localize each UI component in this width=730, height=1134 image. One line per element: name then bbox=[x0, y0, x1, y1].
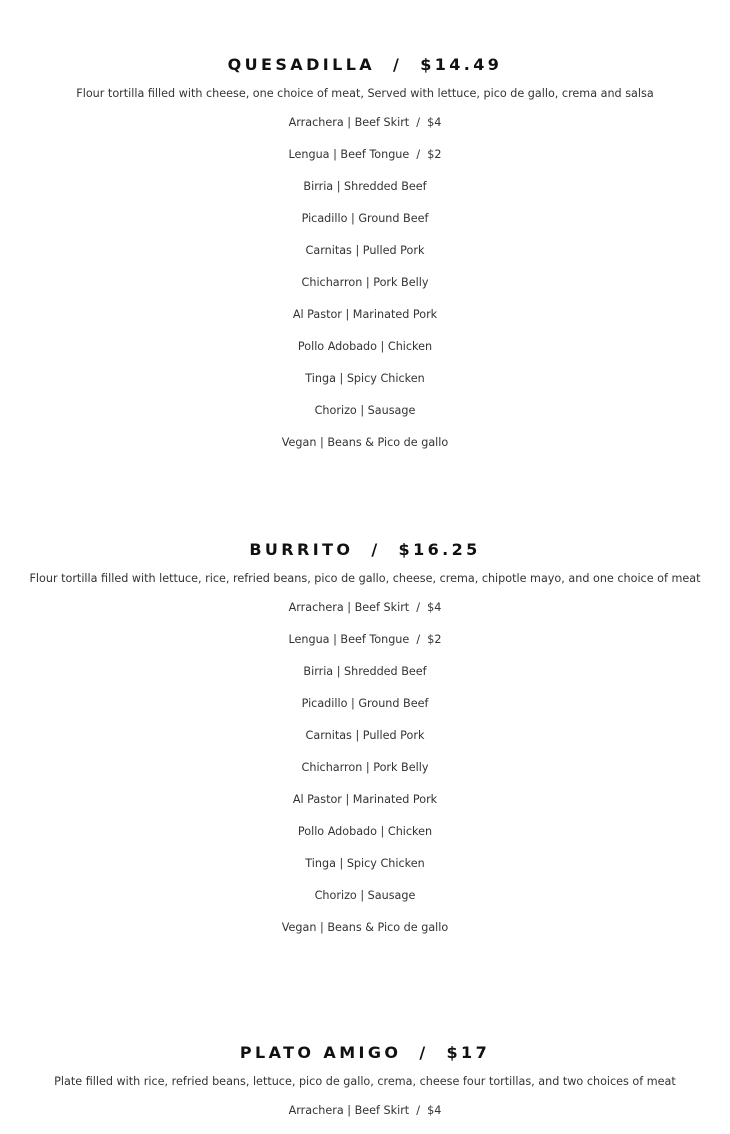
meat-option: Carnitas | Pulled Pork bbox=[305, 244, 425, 257]
meat-option: Pollo Adobado | Chicken bbox=[297, 825, 433, 838]
menu-section-burrito bbox=[0, 538, 730, 951]
meat-options-list bbox=[0, 599, 730, 937]
meat-options-list bbox=[0, 1102, 730, 1120]
meat-option: Chicharron | Pork Belly bbox=[301, 761, 429, 774]
meat-option: Arrachera | Beef Skirt / $4 bbox=[288, 1104, 442, 1117]
meat-option: Chicharron | Pork Belly bbox=[301, 276, 429, 289]
meat-option: Al Pastor | Marinated Pork bbox=[292, 793, 438, 806]
meat-option: Lengua | Beef Tongue / $2 bbox=[288, 633, 442, 646]
meat-option: Picadillo | Ground Beef bbox=[301, 212, 429, 225]
meat-option: Chorizo | Sausage bbox=[314, 404, 416, 417]
section-description: Flour tortilla filled with lettuce, rice, refried beans, pico de gallo, cheese, crema, chipotle mayo, and one choice of meat bbox=[29, 572, 701, 585]
meat-options-list bbox=[0, 114, 730, 452]
meat-option: Birria | Shredded Beef bbox=[303, 665, 427, 678]
meat-option: Vegan | Beans & Pico de gallo bbox=[281, 921, 449, 934]
meat-option: Birria | Shredded Beef bbox=[303, 180, 427, 193]
meat-option: Picadillo | Ground Beef bbox=[301, 697, 429, 710]
meat-option: Carnitas | Pulled Pork bbox=[305, 729, 425, 742]
meat-option: Lengua | Beef Tongue / $2 bbox=[288, 148, 442, 161]
section-description: Flour tortilla filled with cheese, one choice of meat, Served with lettuce, pico de gallo, crema and salsa bbox=[76, 87, 654, 100]
section-title: QUESADILLA / $14.49 bbox=[227, 55, 503, 74]
meat-option: Pollo Adobado | Chicken bbox=[297, 340, 433, 353]
meat-option: Chorizo | Sausage bbox=[314, 889, 416, 902]
section-description: Plate filled with rice, refried beans, lettuce, pico de gallo, crema, cheese four tortillas, and two choices of meat bbox=[54, 1075, 676, 1088]
meat-option: Vegan | Beans & Pico de gallo bbox=[281, 436, 449, 449]
meat-option: Tinga | Spicy Chicken bbox=[305, 857, 425, 870]
meat-option: Tinga | Spicy Chicken bbox=[305, 372, 425, 385]
meat-option: Arrachera | Beef Skirt / $4 bbox=[288, 601, 442, 614]
menu-section-plato-amigo bbox=[0, 1041, 730, 1134]
section-title: BURRITO / $16.25 bbox=[249, 540, 481, 559]
menu-section-quesadilla bbox=[0, 53, 730, 466]
meat-option: Arrachera | Beef Skirt / $4 bbox=[288, 116, 442, 129]
meat-option: Al Pastor | Marinated Pork bbox=[292, 308, 438, 321]
section-title: PLATO AMIGO / $17 bbox=[239, 1043, 491, 1062]
